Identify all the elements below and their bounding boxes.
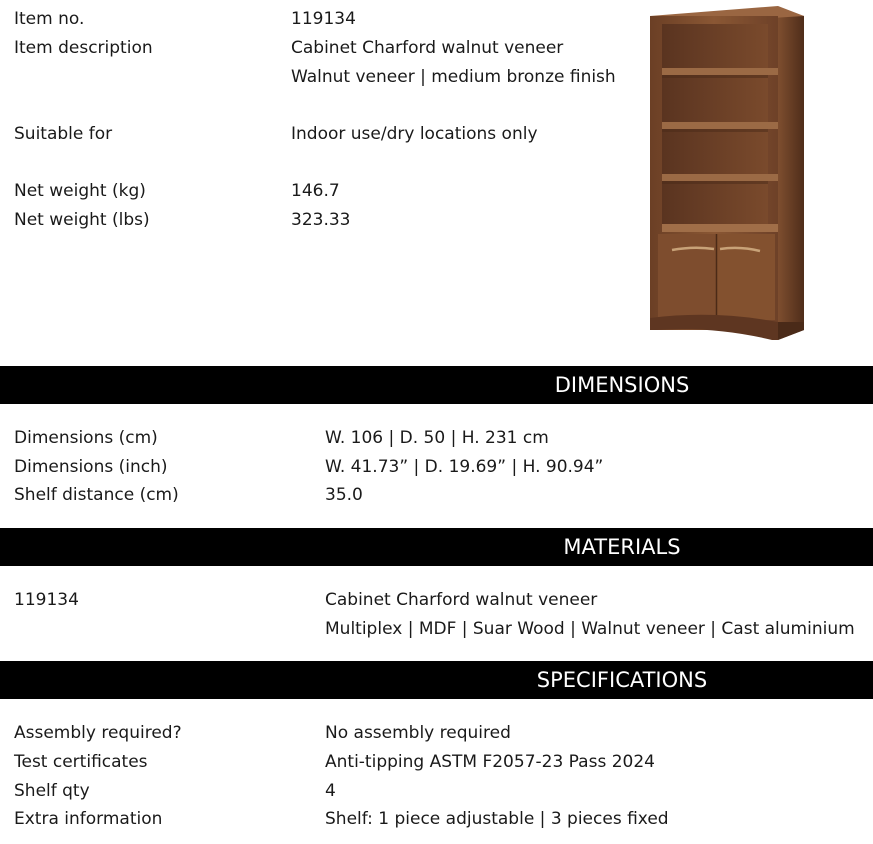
dimensions-title: DIMENSIONS	[554, 373, 690, 397]
materials-header	[0, 528, 873, 566]
extra-information-label: Extra information	[14, 809, 163, 829]
dimensions-inch-label: Dimensions (inch)	[14, 457, 168, 477]
shelf-qty-label: Shelf qty	[14, 781, 90, 801]
materials-title: MATERIALS	[563, 535, 681, 559]
item-description-label: Item description	[14, 38, 153, 58]
assembly-label: Assembly required?	[14, 723, 182, 743]
assembly-value: No assembly required	[325, 723, 511, 743]
shelf-distance-label: Shelf distance (cm)	[14, 485, 179, 505]
materials-item-name: Cabinet Charford walnut veneer	[325, 590, 598, 610]
suitable-for-value: Indoor use/dry locations only	[291, 124, 538, 144]
net-weight-lbs-value: 323.33	[291, 210, 351, 230]
test-certificates-label: Test certificates	[14, 752, 148, 772]
product-image	[644, 4, 814, 346]
test-certificates-value: Anti-tipping ASTM F2057-23 Pass 2024	[325, 752, 655, 772]
net-weight-lbs-label: Net weight (lbs)	[14, 210, 150, 230]
dimensions-header	[0, 366, 873, 404]
specifications-header	[0, 661, 873, 699]
suitable-for-label: Suitable for	[14, 124, 113, 144]
bookcase-illustration	[644, 4, 814, 346]
net-weight-kg-value: 146.7	[291, 181, 340, 201]
dimensions-cm-value: W. 106 | D. 50 | H. 231 cm	[325, 428, 549, 448]
materials-list: Multiplex | MDF | Suar Wood | Walnut veneer | Cast aluminium	[325, 619, 855, 639]
dimensions-inch-value: W. 41.73” | D. 19.69” | H. 90.94”	[325, 457, 604, 477]
shelf-qty-value: 4	[325, 781, 336, 801]
net-weight-kg-label: Net weight (kg)	[14, 181, 146, 201]
item-no-label: Item no.	[14, 9, 85, 29]
extra-information-value: Shelf: 1 piece adjustable | 3 pieces fixed	[325, 809, 669, 829]
dimensions-cm-label: Dimensions (cm)	[14, 428, 158, 448]
item-description-value: Cabinet Charford walnut veneer	[291, 38, 564, 58]
specifications-title: SPECIFICATIONS	[536, 668, 708, 692]
item-no-value: 119134	[291, 9, 356, 29]
shelf-distance-value: 35.0	[325, 485, 363, 505]
materials-item-no: 119134	[14, 590, 79, 610]
item-description-finish: Walnut veneer | medium bronze finish	[291, 67, 616, 87]
